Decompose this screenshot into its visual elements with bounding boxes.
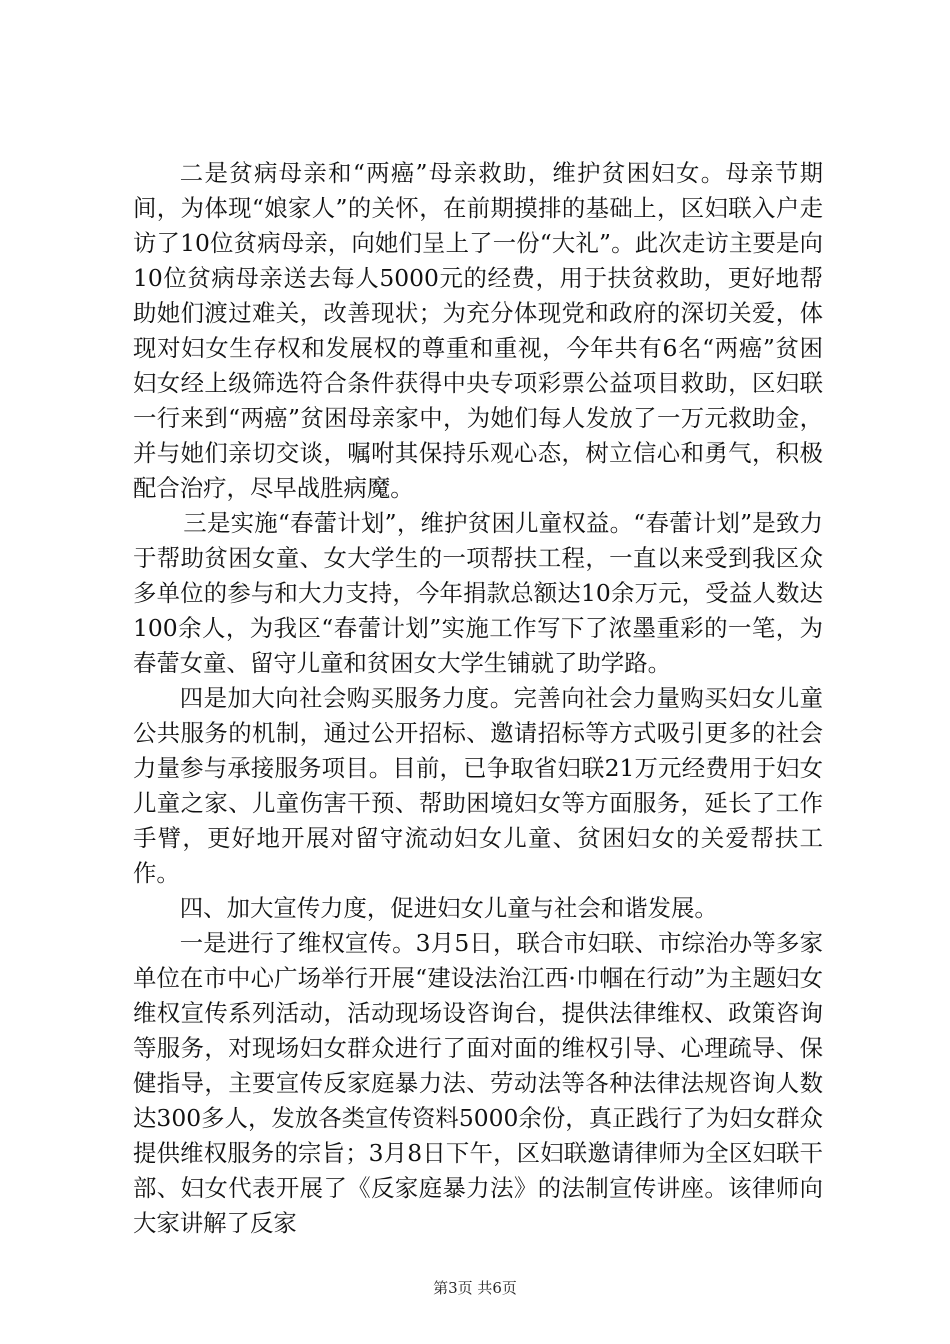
paragraph-purchase-services: 四是加大向社会购买服务力度。完善向社会力量购买妇女儿童公共服务的机制，通过公开招标、邀请招标等方式吸引更多的社会力量参与承接服务项目。目前，已争取省妇联21万元经费用于妇女儿童之家、儿童伤害干预、帮助困境妇女等方面服务，延长了工作手臂，更好地开展对留守流动妇女儿童、贫困妇女的关爱帮扶工作。	[133, 684, 823, 887]
paragraph-rights-publicity: 一是进行了维权宣传。3月5日，联合市妇联、市综治办等多家单位在市中心广场举行开展“建设法治江西·巾帼在行动”为主题妇女维权宣传系列活动，活动现场设咨询台，提供法律维权、政策咨询等服务，对现场妇女群众进行了面对面的维权引导、心理疏导、保健指导，主要宣传反家庭暴力法、劳动法等各种法律法规咨询人数达300多人，发放各类宣传资料5000余份，真正践行了为妇女群众提供维权服务的宗旨；3月8日下午，区妇联邀请律师为全区妇联干部、妇女代表开展了《反家庭暴力法》的法制宣传讲座。该律师向大家讲解了反家	[133, 929, 823, 1237]
paragraph-poor-mothers-aid: 二是贫病母亲和“两癌”母亲救助，维护贫困妇女。母亲节期间，为体现“娘家人”的关怀，在前期摸排的基础上，区妇联入户走访了10位贫病母亲，向她们呈上了一份“大礼”。此次走访主要是向10位贫病母亲送去每人5000元的经费，用于扶贫救助，更好地帮助她们渡过难关，改善现状；为充分体现党和政府的深切关爱，体现对妇女生存权和发展权的尊重和重视，今年共有6名“两癌”贫困妇女经上级筛选符合条件获得中央专项彩票公益项目救助，区妇联一行来到“两癌”贫困母亲家中，为她们每人发放了一万元救助金，并与她们亲切交谈，嘱咐其保持乐观心态，树立信心和勇气，积极配合治疗，尽早战胜病魔。	[133, 159, 823, 502]
page-number-footer: 第3页 共6页	[433, 1279, 517, 1297]
paragraph-spring-bud-plan: 三是实施“春蕾计划”，维护贫困儿童权益。“春蕾计划”是致力于帮助贫困女童、女大学生的一项帮扶工程，一直以来受到我区众多单位的参与和大力支持，今年捐款总额达10余万元，受益人数达100余人，为我区“春蕾计划”实施工作写下了浓墨重彩的一笔，为春蕾女童、留守儿童和贫困女大学生铺就了助学路。	[133, 509, 823, 677]
document-body	[133, 156, 823, 1241]
section-heading-publicity: 四、加大宣传力度，促进妇女儿童与社会和谐发展。	[179, 894, 718, 922]
